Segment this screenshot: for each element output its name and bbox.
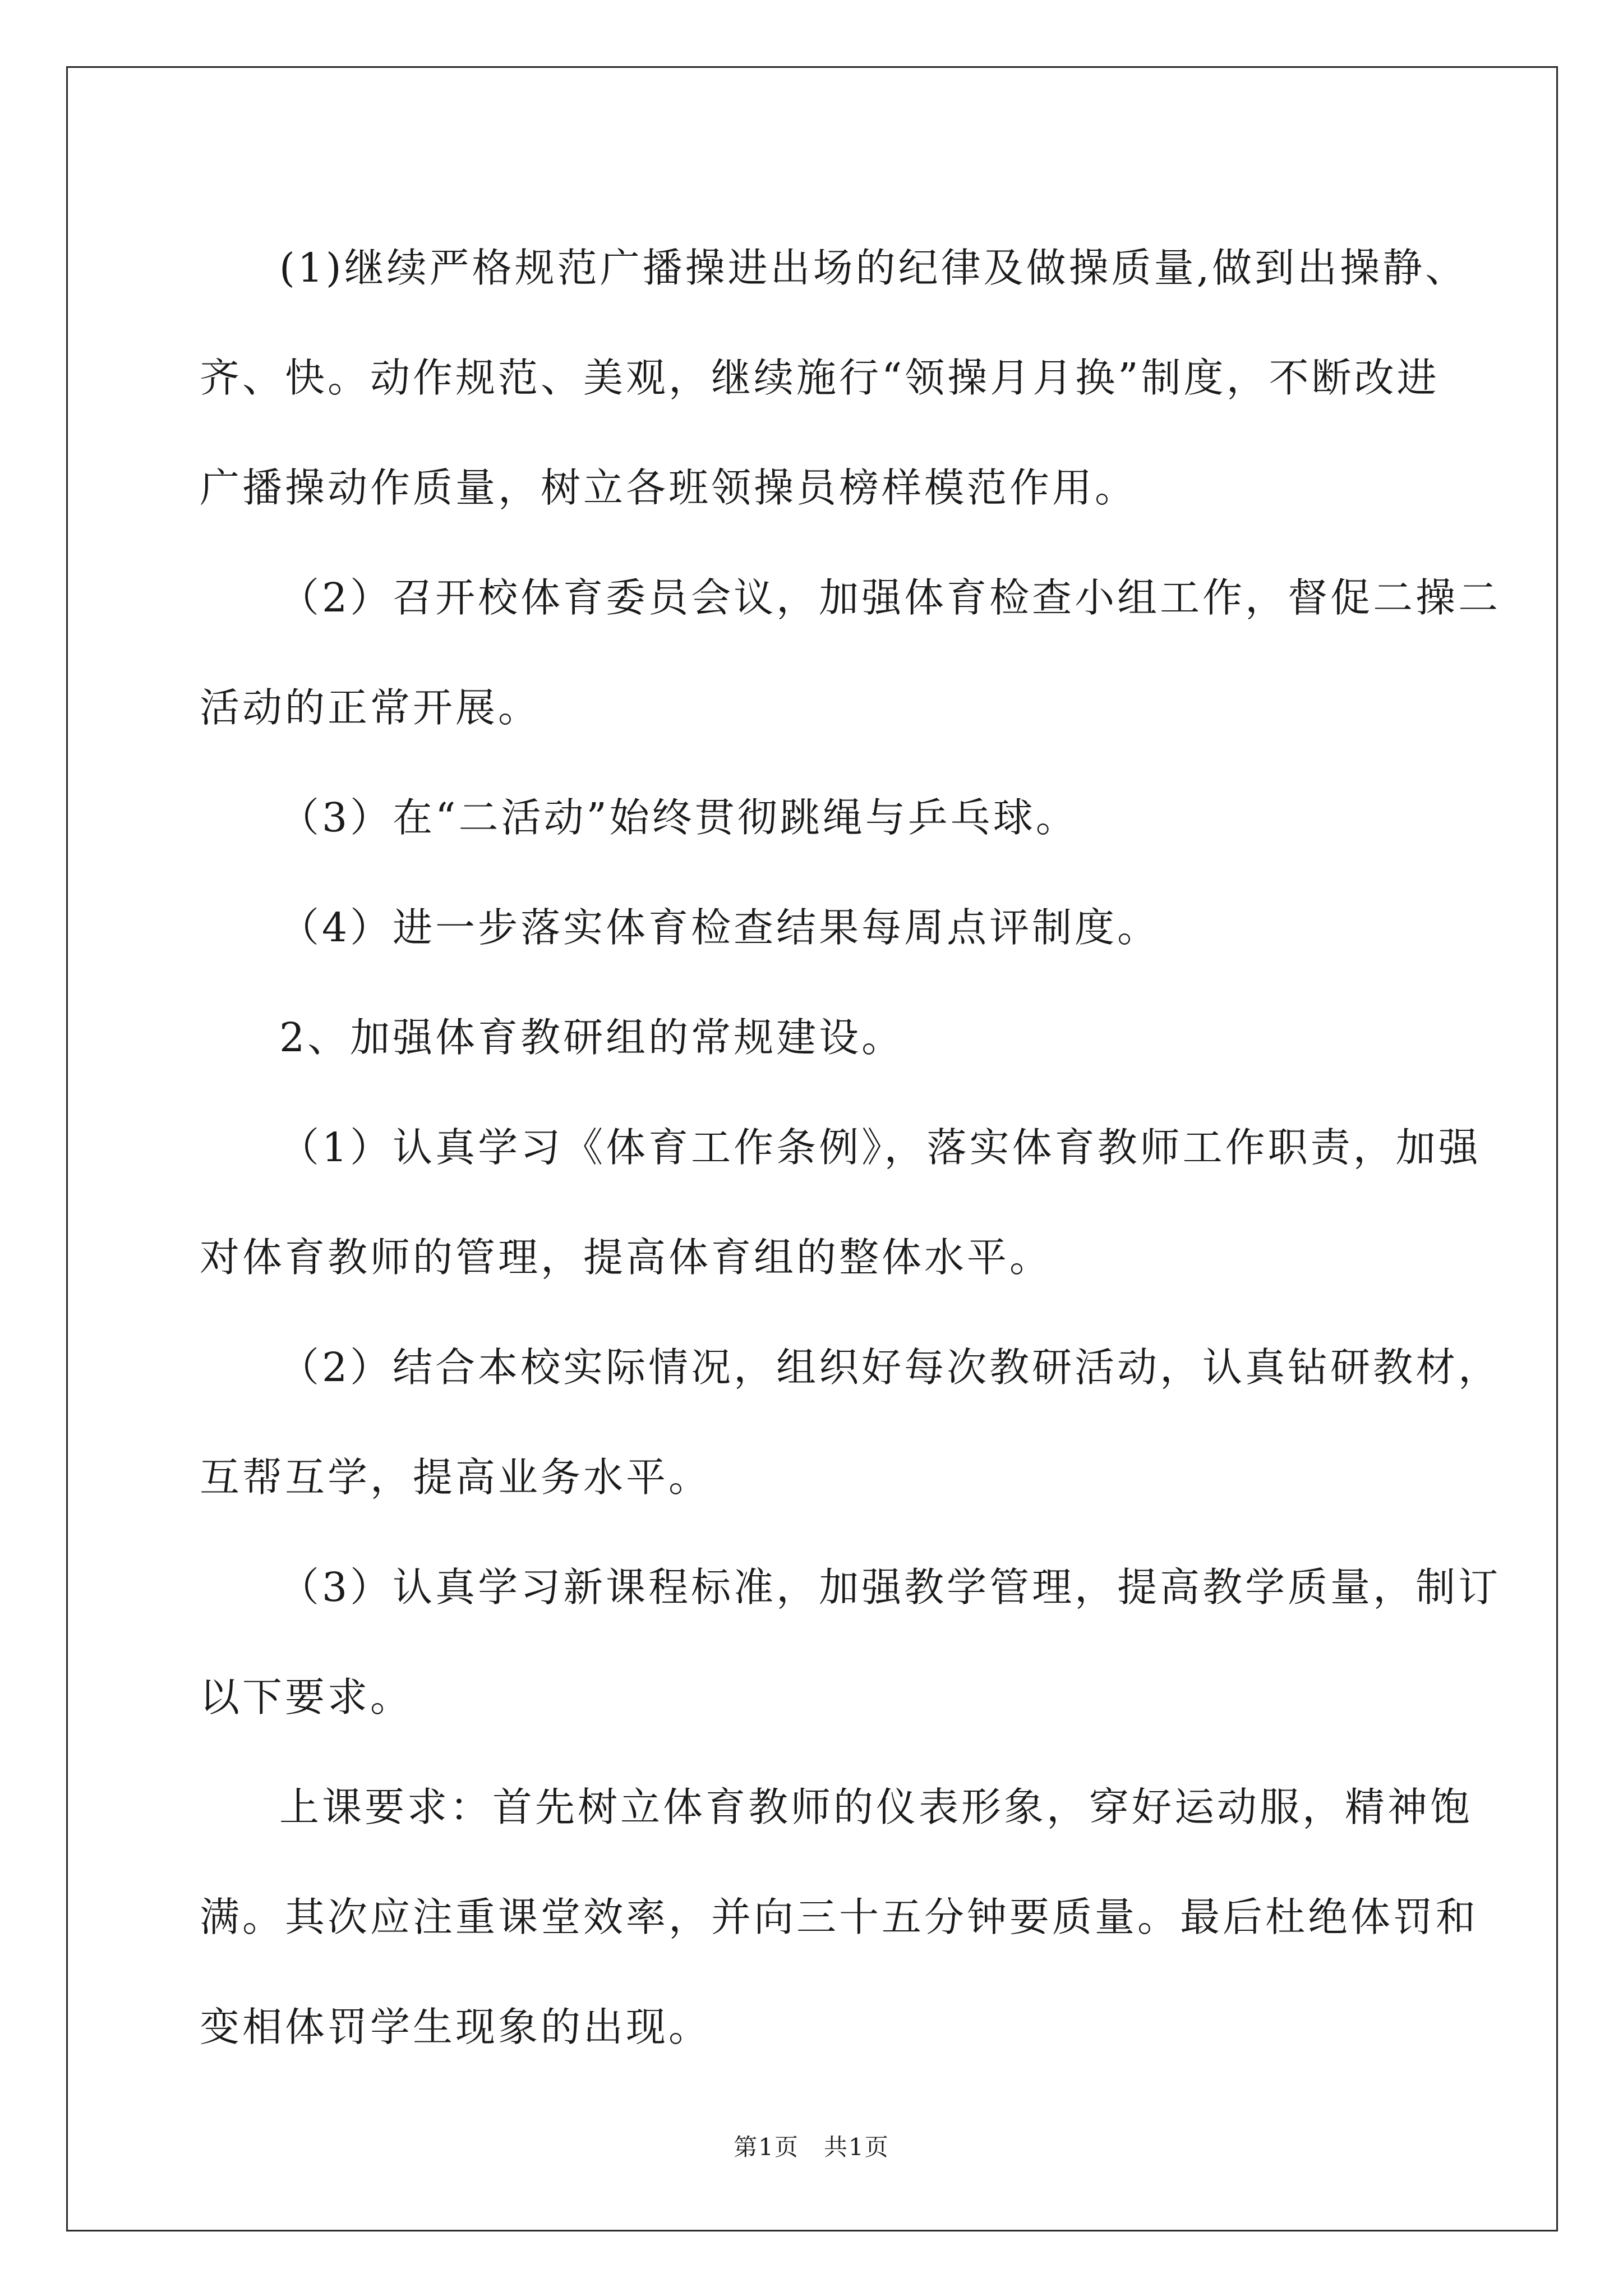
text-line: 齐、快。动作规范、美观，继续施行“领操月月换”制度，不断改进 bbox=[200, 355, 1440, 401]
text-line: 满。其次应注重课堂效率，并向三十五分钟要质量。最后杜绝体罚和 bbox=[200, 1894, 1479, 1940]
paragraph bbox=[200, 1752, 1479, 2082]
paragraph bbox=[200, 873, 1433, 983]
text-line: （1）认真学习《体育工作条例》，落实体育教师工作职责，加强 bbox=[279, 1124, 1481, 1171]
paragraph bbox=[200, 543, 1501, 763]
text-line: 变相体罚学生现象的出现。 bbox=[200, 2004, 712, 2050]
text-line: 活动的正常开展。 bbox=[200, 684, 541, 731]
paragraph bbox=[200, 983, 1433, 1093]
text-line: （3）在“二活动”始终贯彻跳绳与乒乓球。 bbox=[279, 794, 1078, 841]
page-footer: 第1页 共1页 bbox=[734, 2133, 889, 2161]
text-line: （2）结合本校实际情况，组织好每次教研活动，认真钻研教材， bbox=[279, 1344, 1501, 1391]
text-line: 广播操动作质量，树立各班领操员榜样模范作用。 bbox=[200, 464, 1138, 511]
text-line: （2）召开校体育委员会议，加强体育检查小组工作，督促二操二 bbox=[279, 574, 1501, 621]
paragraph bbox=[200, 1313, 1501, 1533]
text-line: 互帮互学，提高业务水平。 bbox=[200, 1454, 712, 1501]
text-line: （3）认真学习新课程标准，加强教学管理，提高教学质量，制订 bbox=[279, 1564, 1501, 1611]
text-line: (1)继续严格规范广播操进出场的纪律及做操质量,做到出操静、 bbox=[279, 245, 1468, 291]
document-body bbox=[200, 213, 1501, 2082]
text-line: 以下要求。 bbox=[200, 1674, 413, 1720]
paragraph bbox=[200, 1093, 1481, 1313]
paragraph bbox=[200, 1533, 1501, 1752]
text-line: 上课要求：首先树立体育教师的仪表形象，穿好运动服，精神饱 bbox=[279, 1784, 1473, 1830]
paragraph bbox=[200, 763, 1433, 873]
paragraph bbox=[200, 213, 1468, 543]
text-line: 对体育教师的管理，提高体育组的整体水平。 bbox=[200, 1234, 1053, 1281]
section-heading: 2、加强体育教研组的常规建设。 bbox=[279, 1014, 905, 1061]
text-line: （4）进一步落实体育检查结果每周点评制度。 bbox=[279, 904, 1160, 951]
